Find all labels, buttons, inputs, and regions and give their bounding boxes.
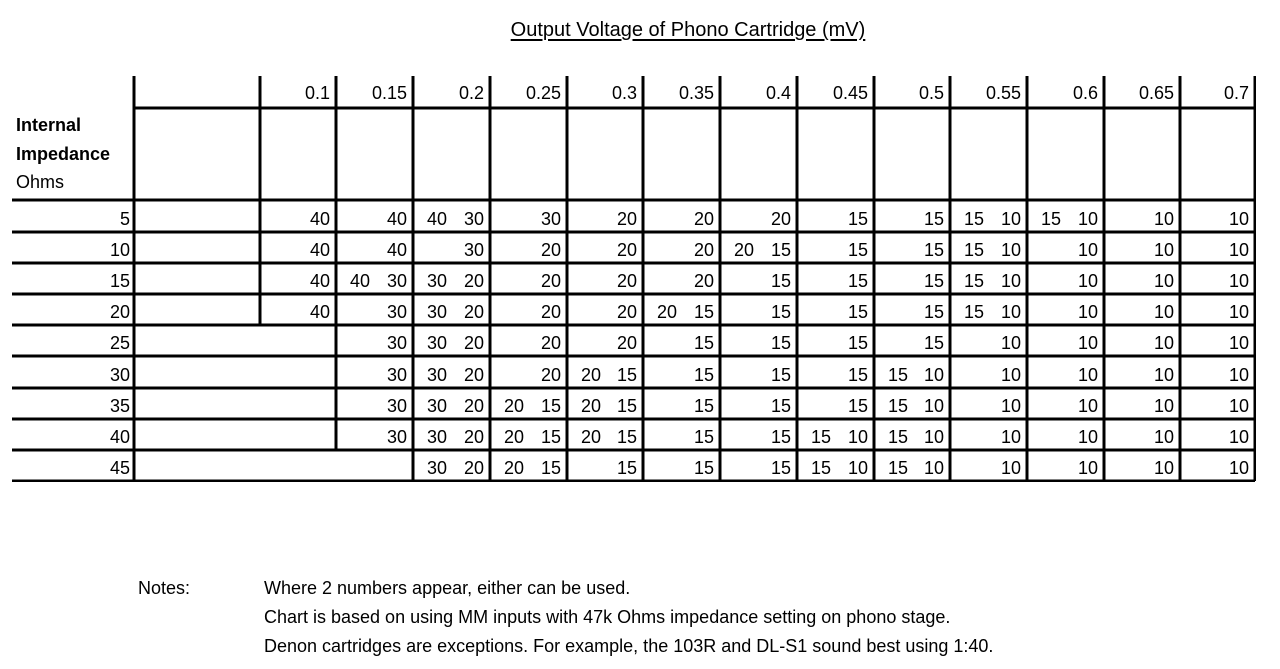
page-title: Output Voltage of Phono Cartridge (mV)	[510, 19, 866, 41]
table-cell: 20 15	[657, 302, 714, 322]
notes-label: Notes:	[138, 578, 191, 598]
table-cell: 10	[1077, 240, 1098, 260]
table-cell: 20 15	[581, 365, 637, 385]
table-cell: 20 15	[504, 458, 561, 478]
table-cell: 20 15	[504, 427, 561, 447]
column-header: 0.45	[832, 83, 868, 103]
column-header: 0.55	[985, 83, 1021, 103]
table-cell: 15	[770, 271, 791, 291]
note-item: Chart is based on using MM inputs with 47k Ohms impedance setting on phono stage.	[264, 607, 951, 627]
table-cell: 10	[1000, 427, 1021, 447]
table-cell: 40 30	[350, 271, 407, 291]
table-cell: 15 10	[888, 427, 944, 447]
table-cell: 15	[770, 396, 791, 416]
table-cell: 20	[770, 209, 791, 229]
row-header-label: Ohms	[16, 172, 65, 192]
table-cell: 20	[540, 302, 561, 322]
row-header-label: Impedance	[16, 144, 111, 164]
table-cell: 15	[847, 365, 868, 385]
table-cell: 20 15	[504, 396, 561, 416]
table-cell: 15	[923, 271, 944, 291]
row-header-label: Internal	[16, 115, 82, 135]
table-cell: 15	[847, 209, 868, 229]
table-cell: 15 10	[964, 209, 1021, 229]
table-cell: 40	[309, 240, 330, 260]
table-cell: 30	[386, 302, 407, 322]
table-cell: 10	[1228, 302, 1249, 322]
table-cell: 10	[1153, 333, 1174, 353]
table-cell: 15	[923, 302, 944, 322]
notes-list	[264, 574, 1224, 661]
table-cell: 20	[616, 333, 637, 353]
table-cell: 10	[1077, 365, 1098, 385]
table-cell: 10	[1153, 302, 1174, 322]
table-cell: 10	[1228, 240, 1249, 260]
table-cell: 15	[770, 427, 791, 447]
table-cell: 10	[1153, 209, 1174, 229]
table-cell: 15	[923, 240, 944, 260]
table-cell: 40	[386, 209, 407, 229]
row-ohms: 25	[109, 333, 130, 353]
table-cell: 15	[693, 333, 714, 353]
table-cell: 20	[693, 209, 714, 229]
column-header: 0.4	[765, 83, 791, 103]
table-cell: 15 10	[888, 458, 944, 478]
column-header: 0.5	[918, 83, 944, 103]
table-cell: 30	[386, 365, 407, 385]
table-cell: 20	[540, 240, 561, 260]
row-ohms: 40	[109, 427, 130, 447]
row-ohms: 45	[109, 458, 130, 478]
table-cell: 10	[1228, 209, 1249, 229]
table-cell: 15 10	[811, 458, 868, 478]
table-cell: 10	[1228, 396, 1249, 416]
table-cell: 30	[540, 209, 561, 229]
table-cell: 20	[693, 271, 714, 291]
row-ohms: 20	[109, 302, 130, 322]
table-cell: 10	[1077, 396, 1098, 416]
column-header: 0.2	[458, 83, 484, 103]
column-header: 0.35	[678, 83, 714, 103]
table-cell: 20	[540, 333, 561, 353]
table-cell: 30 20	[427, 271, 484, 291]
table-cell: 15	[770, 365, 791, 385]
table-cell: 15	[847, 240, 868, 260]
table-cell: 15	[923, 209, 944, 229]
table-cell: 10	[1153, 365, 1174, 385]
table-cell: 10	[1228, 271, 1249, 291]
table-cell: 15	[847, 271, 868, 291]
table-cell: 10	[1228, 427, 1249, 447]
table-cell: 30	[386, 396, 407, 416]
table-cell: 15 10	[964, 271, 1021, 291]
table-cell: 15	[770, 333, 791, 353]
table-cell: 15	[616, 458, 637, 478]
column-header: 0.3	[611, 83, 637, 103]
table-cell: 20 15	[734, 240, 791, 260]
table-cell: 10	[1153, 240, 1174, 260]
table-cell: 15 10	[811, 427, 868, 447]
impedance-voltage-table	[12, 76, 1256, 482]
row-ohms: 10	[109, 240, 130, 260]
table-cell: 10	[1000, 458, 1021, 478]
table-cell: 30 20	[427, 427, 484, 447]
table-cell: 40	[309, 302, 330, 322]
table-cell: 30	[386, 333, 407, 353]
column-header: 0.25	[525, 83, 561, 103]
table-cell: 15 10	[888, 365, 944, 385]
column-header: 0.65	[1138, 83, 1174, 103]
table-cell: 40	[386, 240, 407, 260]
table-cell: 15	[693, 427, 714, 447]
table-cell: 15 10	[964, 302, 1021, 322]
table-cell: 10	[1153, 427, 1174, 447]
table-cell: 10	[1077, 333, 1098, 353]
table-cell: 40	[309, 271, 330, 291]
table-cell: 15	[923, 333, 944, 353]
table-cell: 30	[463, 240, 484, 260]
table-cell: 15	[770, 458, 791, 478]
table-cell: 10	[1000, 365, 1021, 385]
row-ohms: 30	[109, 365, 130, 385]
table-cell: 30 20	[427, 396, 484, 416]
table-cell: 30	[386, 427, 407, 447]
table-cell: 10	[1000, 333, 1021, 353]
table-cell: 30 20	[427, 458, 484, 478]
row-ohms: 15	[109, 271, 130, 291]
table-cell: 20	[540, 271, 561, 291]
table-cell: 20 15	[581, 396, 637, 416]
table-cell: 10	[1077, 427, 1098, 447]
column-header: 0.7	[1223, 83, 1249, 103]
table-cell: 30 20	[427, 365, 484, 385]
column-header: 0.1	[304, 83, 330, 103]
table-cell: 15	[847, 396, 868, 416]
table-cell: 20	[616, 209, 637, 229]
table-cell: 40 30	[427, 209, 484, 229]
table-cell: 15 10	[964, 240, 1021, 260]
table-cell: 20 15	[581, 427, 637, 447]
table-cell: 10	[1153, 396, 1174, 416]
table-cell: 10	[1077, 458, 1098, 478]
table-cell: 20	[616, 302, 637, 322]
row-ohms: 5	[119, 209, 130, 229]
row-ohms: 35	[109, 396, 130, 416]
table-cell: 15 10	[1041, 209, 1098, 229]
table-cell: 15	[693, 396, 714, 416]
column-header: 0.6	[1072, 83, 1098, 103]
table-cell: 10	[1153, 271, 1174, 291]
table-cell: 20	[540, 365, 561, 385]
table-cell: 40	[309, 209, 330, 229]
table-cell: 20	[616, 271, 637, 291]
table-cell: 20	[693, 240, 714, 260]
table-cell: 15 10	[888, 396, 944, 416]
table-cell: 10	[1077, 302, 1098, 322]
table-cell: 30 20	[427, 302, 484, 322]
table-cell: 15	[693, 365, 714, 385]
table-cell: 10	[1228, 458, 1249, 478]
table-cell: 20	[616, 240, 637, 260]
table-grid	[12, 76, 1256, 482]
table-cell: 10	[1228, 333, 1249, 353]
table-cell: 10	[1000, 396, 1021, 416]
table-cell: 10	[1153, 458, 1174, 478]
table-cell: 10	[1228, 365, 1249, 385]
note-item: Where 2 numbers appear, either can be used.	[264, 578, 631, 598]
table-cell: 15	[847, 333, 868, 353]
table-cell: 15	[693, 458, 714, 478]
note-item: Denon cartridges are exceptions. For example, the 103R and DL-S1 sound best using 1:40.	[264, 636, 994, 656]
table-cell: 30 20	[427, 333, 484, 353]
column-header: 0.15	[371, 83, 407, 103]
table-cell: 15	[770, 302, 791, 322]
table-cell: 15	[847, 302, 868, 322]
table-cell: 10	[1077, 271, 1098, 291]
